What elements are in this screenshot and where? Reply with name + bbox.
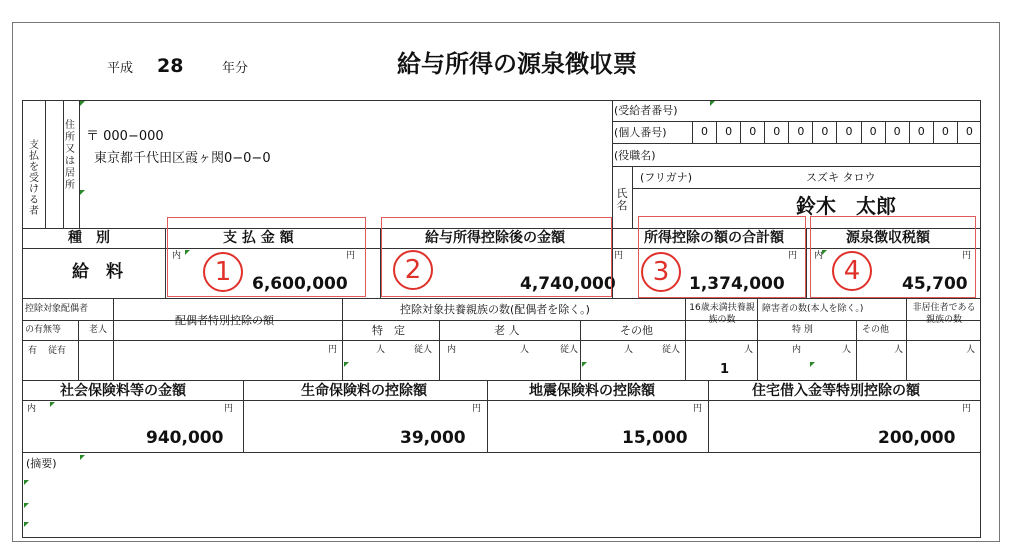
disabled-special: 特 別: [792, 325, 813, 335]
mynumber-digit: 0: [836, 121, 860, 143]
disabled-other: その他: [862, 325, 890, 335]
mynumber-digit: 0: [692, 121, 716, 143]
under16-value: 1: [720, 362, 730, 377]
disabled-unit-2: 人: [894, 345, 904, 355]
life-insurance-amount: 39,000: [400, 428, 466, 448]
payment-amount-header: 支 払 金 額: [223, 230, 294, 246]
disabled-unit-1: 人: [842, 345, 852, 355]
cell-tick: [24, 480, 29, 485]
disabled-header: 障害者の数(本人を除く。): [762, 304, 864, 314]
mynumber-digit: 0: [716, 121, 740, 143]
under16-unit: 人: [744, 345, 754, 355]
mynumber-digit: 0: [812, 121, 836, 143]
withholding-unit: 円: [962, 251, 972, 261]
payment-amount: 6,600,000: [252, 274, 348, 294]
after-deduction-unit: 円: [614, 251, 624, 261]
mynumber-digit: 0: [740, 121, 764, 143]
dependents-header: 控除対象扶養親族の数(配偶者を除く。): [400, 303, 590, 316]
name-label: 氏名: [616, 187, 628, 212]
dep-unit-1: 人: [376, 345, 386, 355]
cell-tick: [344, 362, 349, 367]
cell-tick: [80, 455, 85, 460]
address-vertical-label: 住所又は居所: [65, 120, 75, 191]
highlight-box-1: [167, 217, 366, 297]
era-label: 平成: [107, 61, 134, 76]
dep-unit-2: 従人: [414, 345, 433, 355]
dep-specific: 特 定: [372, 324, 405, 337]
after-deduction-amount: 4,740,000: [520, 274, 616, 294]
marker-2: 2: [393, 250, 433, 290]
dep-elderly: 老 人: [494, 324, 520, 337]
withholding-header: 源泉徴収税額: [846, 230, 930, 246]
total-deduction-amount: 1,374,000: [689, 274, 785, 294]
marker-4: 4: [832, 251, 872, 291]
payer-vertical-label: 支払を受ける者: [29, 140, 39, 217]
marker-3: 3: [641, 252, 681, 292]
dep-unit-6: 人: [624, 345, 634, 355]
spouse-sub1: の有無等: [25, 325, 62, 335]
cell-tick: [810, 362, 815, 367]
recipient-name: 鈴木 太郎: [796, 194, 896, 218]
page-title: 給与所得の源泉徴収票: [397, 50, 637, 78]
title-label: (役職名): [614, 149, 656, 162]
dep-unit-5: 従人: [560, 345, 579, 355]
dep-unit-4: 人: [520, 345, 530, 355]
recipient-number-label: (受給者番号): [614, 104, 678, 117]
social-insurance-unit: 円: [224, 404, 234, 414]
year-suffix: 年分: [222, 61, 249, 76]
total-deduction-header: 所得控除の額の合計額: [644, 230, 784, 246]
spouse-label: 控除対象配偶者: [25, 304, 89, 314]
cell-tick: [80, 190, 85, 195]
earthquake-insurance-amount: 15,000: [622, 428, 688, 448]
year-value: 28: [157, 55, 184, 77]
furigana-value: スズキ タロウ: [806, 171, 876, 184]
disabled-unit-inner: 内: [792, 345, 802, 355]
furigana-label: (フリガナ): [640, 171, 693, 184]
address-value: 東京都千代田区霞ヶ関0−0−0: [94, 151, 271, 166]
social-insurance-amount: 940,000: [146, 428, 224, 448]
mynumber-digit: 0: [861, 121, 885, 143]
dep-unit-7: 従人: [662, 345, 681, 355]
mynumber-digits: [692, 121, 981, 143]
postal-code: 〒 000−000: [86, 129, 164, 144]
life-insurance-unit: 円: [472, 404, 482, 414]
nonresident-unit: 人: [966, 345, 976, 355]
marker-1: 1: [203, 252, 243, 292]
cell-tick: [710, 101, 715, 106]
dep-other: その他: [620, 324, 653, 337]
mynumber-digit: 0: [788, 121, 812, 143]
special-spouse-label: 配偶者特別控除の額: [175, 314, 274, 327]
mynumber-digit: 0: [885, 121, 909, 143]
special-spouse-unit: 円: [328, 345, 338, 355]
housing-loan-unit: 円: [962, 404, 972, 414]
remarks-label: (摘要): [26, 457, 57, 470]
cell-tick: [24, 503, 29, 508]
highlight-box-4: [810, 216, 976, 298]
cell-tick: [582, 362, 587, 367]
earthquake-insurance-unit: 円: [693, 404, 703, 414]
housing-loan-header: 住宅借入金等特別控除の額: [752, 383, 920, 399]
housing-loan-amount: 200,000: [878, 428, 956, 448]
spouse-have: 有: [28, 346, 38, 356]
mynumber-digit: 0: [909, 121, 933, 143]
kind-value: 給 料: [72, 262, 123, 282]
nonresident-label: 非居住者である親族の数: [912, 303, 976, 325]
payment-unit: 円: [346, 251, 356, 261]
withholding-amount: 45,700: [902, 274, 968, 294]
social-insurance-header: 社会保険料等の金額: [60, 383, 186, 399]
life-insurance-header: 生命保険料の控除額: [301, 383, 427, 399]
after-deduction-header: 給与所得控除後の金額: [425, 230, 565, 246]
cell-tick: [50, 402, 55, 407]
cell-tick: [24, 522, 29, 527]
under16-label: 16歳未満扶養親族の数: [689, 303, 755, 325]
dep-unit-3: 内: [447, 345, 457, 355]
payment-inner: 内: [172, 251, 182, 261]
social-insurance-inner: 内: [27, 404, 37, 414]
total-deduction-unit: 円: [788, 251, 798, 261]
cell-tick: [80, 101, 85, 106]
cell-tick: [822, 250, 827, 255]
withholding-inner: 内: [814, 251, 824, 261]
spouse-subject: 従有: [48, 346, 67, 356]
kind-header: 種 別: [68, 230, 110, 246]
earthquake-insurance-header: 地震保険料の控除額: [529, 383, 655, 399]
spouse-sub2: 老人: [89, 325, 108, 335]
mynumber-digit: 0: [764, 121, 788, 143]
cell-tick: [185, 250, 190, 255]
mynumber-digit: 0: [933, 121, 957, 143]
mynumber-digit: 0: [957, 121, 981, 143]
mynumber-label: (個人番号): [614, 126, 667, 139]
